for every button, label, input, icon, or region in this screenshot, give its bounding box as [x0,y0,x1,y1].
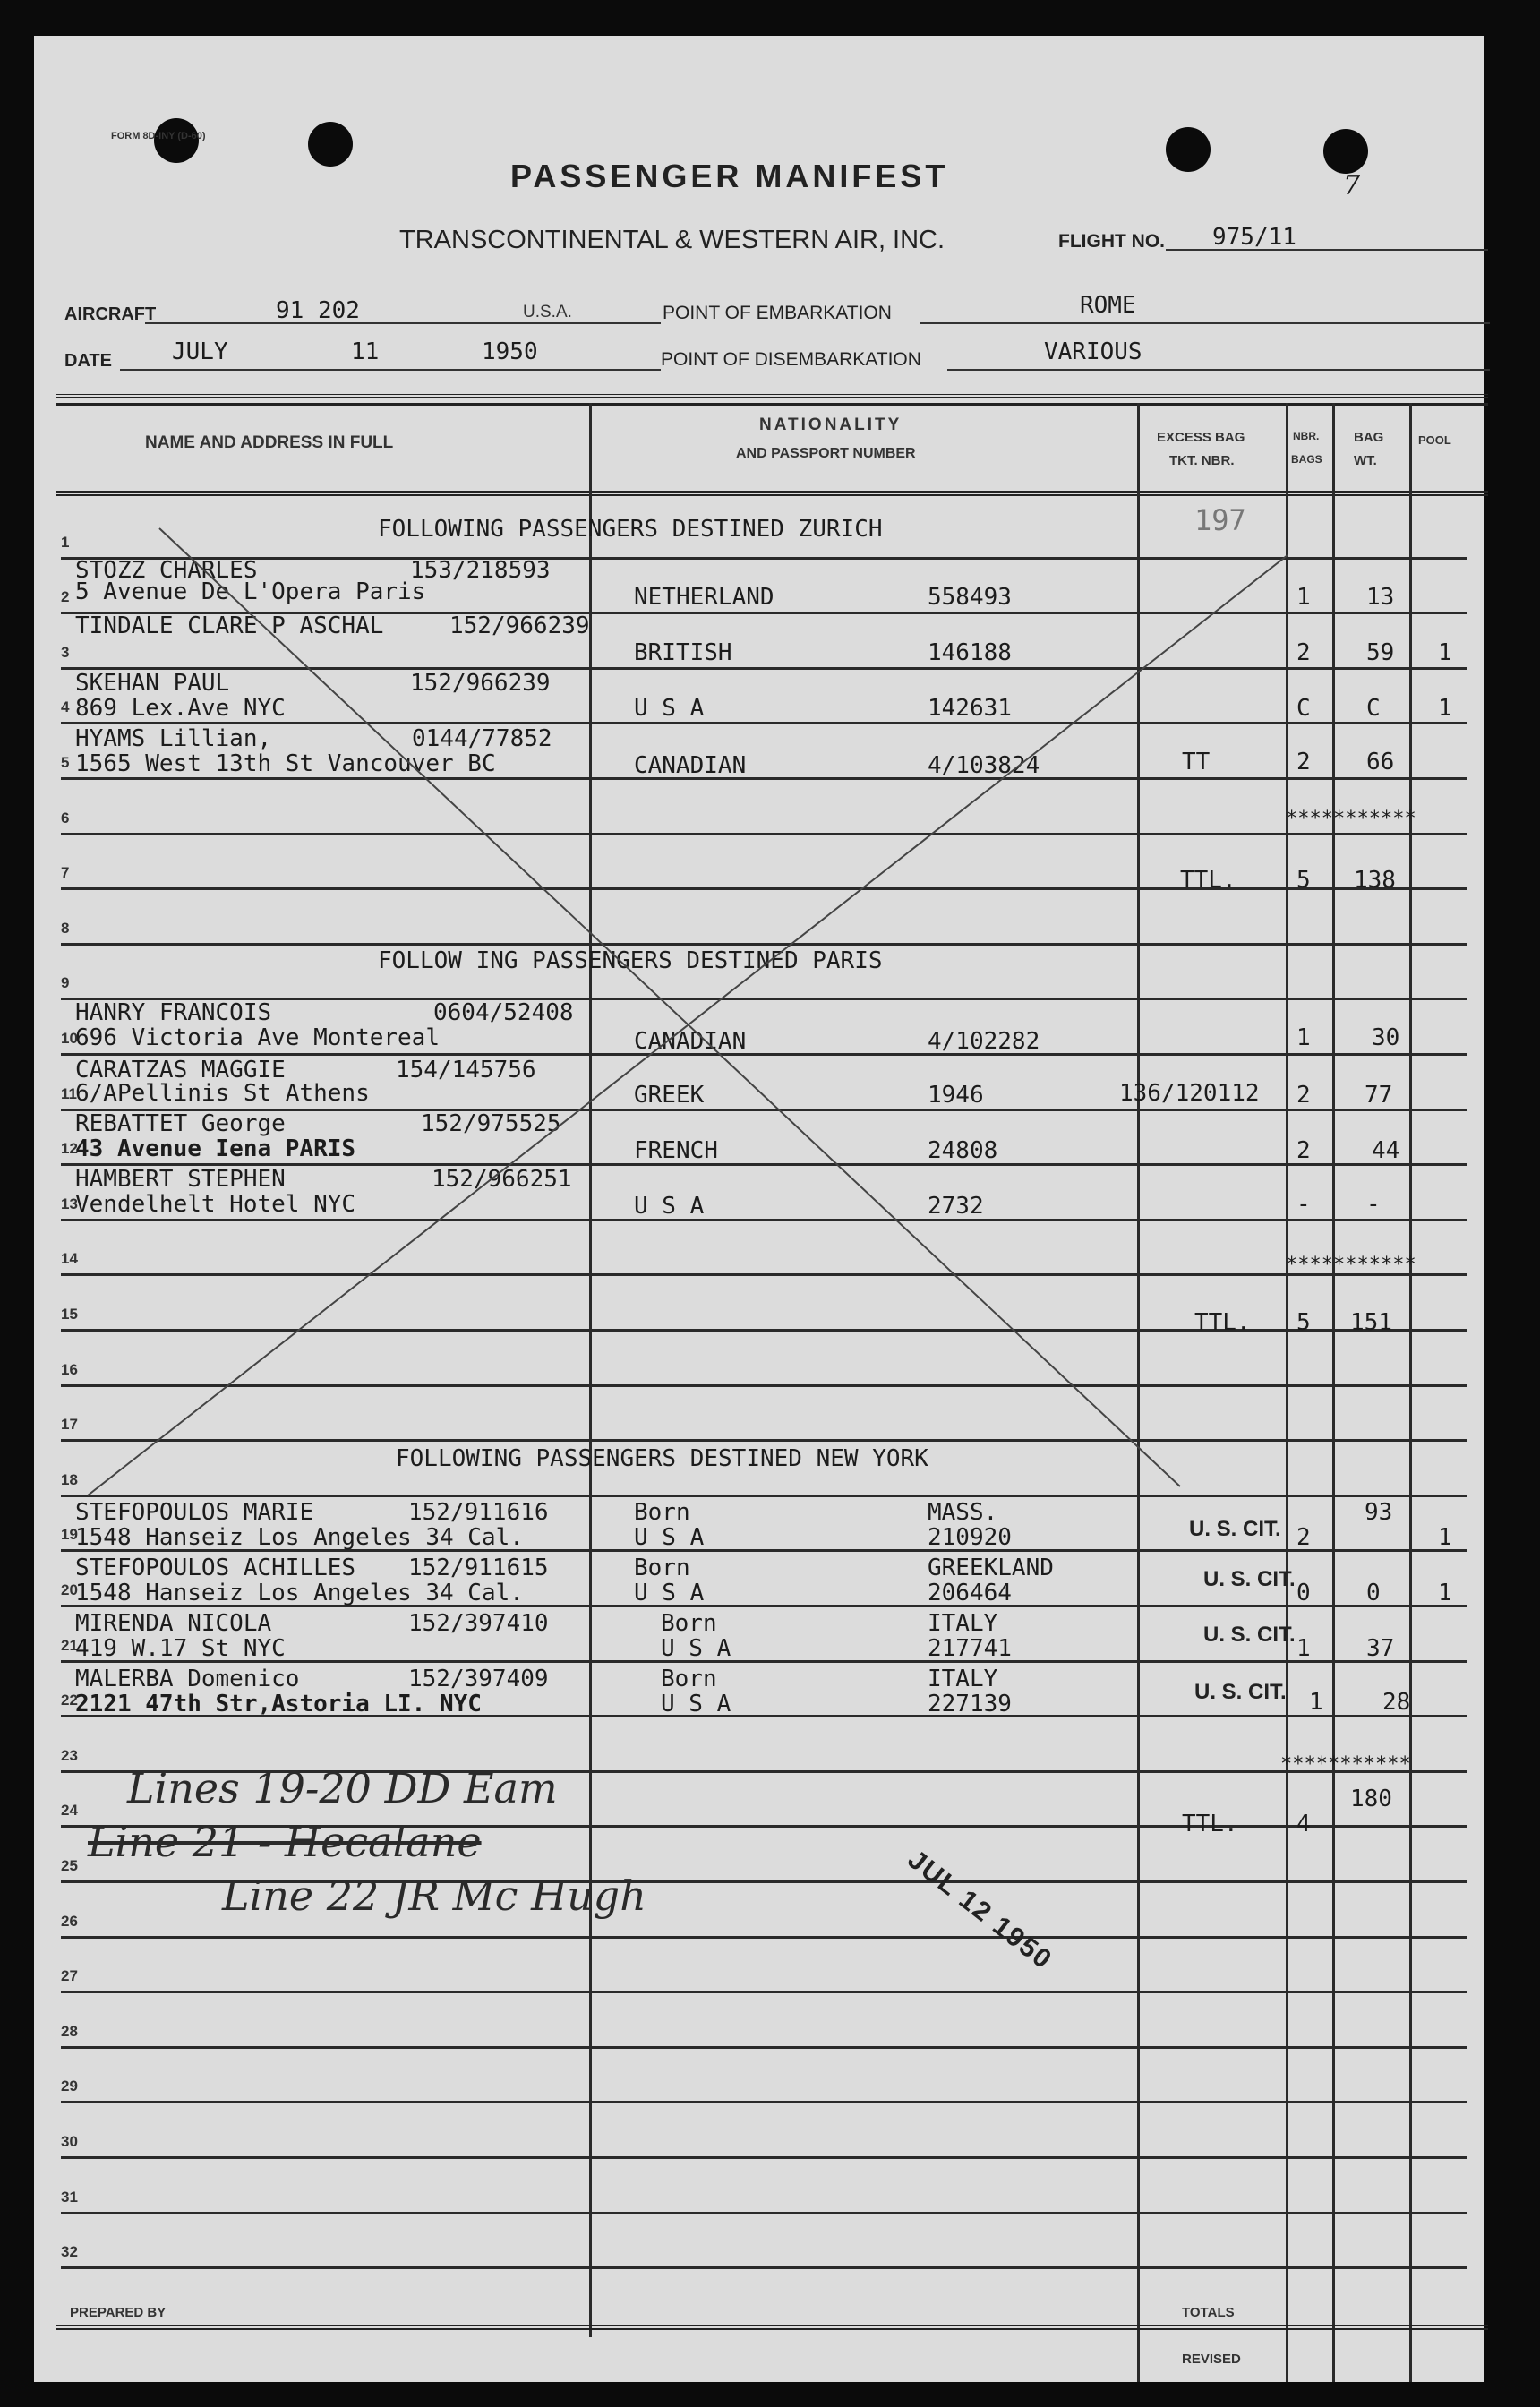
passport-number: 146188 [928,639,1012,666]
line-number: 32 [61,2243,78,2260]
passenger-name: REBATTET George [75,1110,286,1137]
passenger-address: 5 Avenue De L'Opera Paris [75,578,426,605]
nationality: BRITISH [634,639,732,666]
citizenship: U. S. CIT. [1194,1680,1287,1704]
ticket-number: 152/975525 [421,1110,561,1137]
total-weight: 138 [1354,867,1396,894]
line-number: 2 [61,588,70,605]
section-header-paris: FOLLOW ING PASSENGERS DESTINED PARIS [378,947,883,974]
passenger-name: HYAMS Lillian, [75,725,272,752]
aircraft-label: AIRCRAFT [64,304,157,324]
total-bags: 5 [1296,1309,1311,1336]
line-number: 8 [61,920,70,937]
passport-number: 2732 [928,1193,984,1220]
column-header-passport: AND PASSPORT NUMBER [736,446,916,461]
passenger-address: 2121 47th Str,Astoria LI. NYC [75,1691,482,1717]
passport-number: 558493 [928,584,1012,611]
line-number: 4 [61,698,70,715]
passenger-name: STEFOPOULOS ACHILLES [75,1555,356,1581]
pool-count: 1 [1438,1524,1452,1551]
embarkation-point: ROME [1080,292,1136,319]
bag-count: 1 [1296,1635,1311,1662]
birth-label: Born [661,1666,717,1692]
nationality: GREEK [634,1082,705,1109]
passenger-address: 1565 West 13th St Vancouver BC [75,750,496,777]
pool-count: 1 [1438,695,1452,722]
passenger-name: CARATZAS MAGGIE [75,1057,286,1084]
birthplace: MASS. [928,1499,998,1526]
line-number: 25 [61,1857,78,1874]
form-code: FORM 8D-INY (D-60) [111,131,206,141]
passenger-name: SKEHAN PAUL [75,670,230,697]
passenger-address: 869 Lex.Ave NYC [75,695,286,722]
bag-count: 2 [1296,639,1311,666]
line-number: 9 [61,974,70,991]
total-label: TTL. [1194,1309,1251,1336]
bag-weight: 28 [1382,1689,1411,1716]
line-number: 1 [61,534,70,551]
handwritten-note: Lines 19-20 DD Eam [127,1764,558,1812]
line-number: 21 [61,1637,78,1654]
ticket-number: 0144/77852 [412,725,552,752]
date-month: JULY [172,338,228,365]
bag-count: 0 [1296,1580,1311,1606]
line-number: 28 [61,2023,78,2040]
total-weight: 151 [1350,1309,1392,1336]
bag-weight: 59 [1366,639,1395,666]
passenger-name: HANRY FRANCOIS [75,999,272,1026]
citizenship: U. S. CIT. [1203,1623,1296,1647]
ticket-number: 152/911615 [408,1555,549,1581]
nationality: U S A [634,1524,705,1551]
bag-weight: 93 [1365,1499,1393,1526]
line-number: 15 [61,1306,78,1323]
passenger-name: HAMBERT STEPHEN [75,1166,286,1193]
bag-count: 2 [1296,749,1311,775]
bag-weight: C [1366,695,1381,722]
line-number: 24 [61,1802,78,1819]
line-number: 20 [61,1581,78,1598]
nationality: NETHERLAND [634,584,774,611]
bag-weight: 30 [1372,1024,1400,1051]
handwritten-note: Line 21 - Hecalane [88,1818,482,1866]
ticket-number: 152/966251 [432,1166,572,1193]
total-label: TTL. [1182,1811,1238,1837]
bag-count: 1 [1296,1024,1311,1051]
line-number: 23 [61,1747,78,1764]
line-number: 13 [61,1195,78,1212]
company-name: TRANSCONTINENTAL & WESTERN AIR, INC. [399,226,945,254]
total-label: TTL. [1180,867,1236,894]
birthplace: ITALY [928,1610,998,1637]
passenger-name: TINDALE CLARE P ASCHAL [75,612,384,639]
date-year: 1950 [482,338,538,365]
line-number: 6 [61,809,70,827]
line-number: 12 [61,1140,78,1157]
ticket-number: 152/911616 [408,1499,549,1526]
ticket-number: 152/397410 [408,1610,549,1637]
bag-weight: 13 [1366,584,1395,611]
passport-number: 217741 [928,1635,1012,1662]
nationality: CANADIAN [634,1028,747,1055]
embarkation-label: POINT OF EMBARKATION [663,303,892,323]
bag-weight: 0 [1366,1580,1381,1606]
passenger-address: 419 W.17 St NYC [75,1635,286,1662]
passenger-name: STEFOPOULOS MARIE [75,1499,314,1526]
excess-ticket: TT [1182,749,1211,775]
pool-count: 1 [1438,639,1452,666]
aircraft-number: 91 202 [276,297,360,324]
bag-count: 2 [1296,1524,1311,1551]
birth-label: Born [661,1610,717,1637]
line-number: 14 [61,1250,78,1267]
page-number-mark: 7 [1343,170,1361,201]
line-number: 26 [61,1913,78,1930]
passport-number: 1946 [928,1082,984,1109]
passport-number: 210920 [928,1524,1012,1551]
line-number: 11 [61,1085,77,1102]
ticket-number: 152/966239 [449,612,590,639]
birth-label: Born [634,1499,690,1526]
manifest-sheet [34,36,1484,2382]
ticket-number: 152/966239 [410,670,551,697]
prepared-by-label: PREPARED BY [70,2305,167,2320]
ticket-number: 152/397409 [408,1666,549,1692]
line-number: 31 [61,2189,78,2206]
date-stamp: JUL 12 1950 [902,1845,1058,1976]
bag-count: 1 [1296,584,1311,611]
passport-number: 4/102282 [928,1028,1040,1055]
stars-separator: *********** [1280,1753,1411,1776]
citizenship: U. S. CIT. [1203,1567,1296,1591]
ticket-number: 0604/52408 [433,999,574,1026]
passenger-address: 696 Victoria Ave Montereal [75,1024,440,1051]
nationality: U S A [634,1580,705,1606]
revised-label: REVISED [1182,2351,1241,2367]
column-header-bags: BAGS [1291,453,1322,466]
bag-count: 1 [1309,1689,1323,1716]
birth-label: Born [634,1555,690,1581]
line-number: 3 [61,644,70,661]
passenger-address: Vendelhelt Hotel NYC [75,1191,356,1218]
bag-count: 2 [1296,1082,1311,1109]
excess-ticket: 136/120112 [1119,1080,1260,1107]
total-weight: 180 [1350,1786,1392,1812]
cross-out-lines [34,36,1484,2382]
nationality: CANADIAN [634,752,747,779]
passenger-address: 43 Avenue Iena PARIS [75,1135,356,1162]
nationality: U S A [634,1193,705,1220]
line-number: 10 [61,1030,78,1047]
pool-count: 1 [1438,1580,1452,1606]
ticket-number: 154/145756 [396,1057,536,1084]
birthplace: GREEKLAND [928,1555,1054,1581]
column-header-name: NAME AND ADDRESS IN FULL [145,433,394,452]
handwritten-note: Line 22 JR Mc Hugh [222,1872,646,1920]
citizenship: U. S. CIT. [1189,1517,1281,1541]
bag-count: - [1296,1191,1311,1218]
line-number: 29 [61,2077,78,2094]
passenger-name: MIRENDA NICOLA [75,1610,272,1637]
flight-number: 975/11 [1212,224,1296,251]
aircraft-country: U.S.A. [523,303,572,321]
bag-weight: 44 [1372,1137,1400,1164]
line-number: 19 [61,1526,78,1543]
ticket-number: 153/218593 [410,557,551,584]
passport-number: 24808 [928,1137,998,1164]
bag-weight: 77 [1365,1082,1393,1109]
column-header-ticket-number: TKT. NBR. [1169,453,1235,468]
stars-separator: *********** [1286,808,1416,830]
passport-number: 4/103824 [928,752,1040,779]
page-title: PASSENGER MANIFEST [510,158,949,194]
nationality: U S A [661,1691,732,1717]
line-number: 22 [61,1692,78,1709]
total-bags: 5 [1296,867,1311,894]
nationality: U S A [634,695,705,722]
line-number: 18 [61,1471,78,1488]
disembarkation-label: POINT OF DISEMBARKATION [661,349,921,370]
bag-count: 2 [1296,1137,1311,1164]
passenger-name: MALERBA Domenico [75,1666,300,1692]
totals-label: TOTALS [1182,2305,1235,2320]
passenger-address: 1548 Hanseiz Los Angeles 34 Cal. [75,1580,524,1606]
bag-weight: 66 [1366,749,1395,775]
line-number: 7 [61,864,70,881]
line-number: 16 [61,1361,78,1378]
passport-number: 206464 [928,1580,1012,1606]
date-label: DATE [64,351,112,371]
bag-weight: 37 [1366,1635,1395,1662]
passport-number: 227139 [928,1691,1012,1717]
bag-weight: - [1366,1191,1381,1218]
passenger-address: 1548 Hanseiz Los Angeles 34 Cal. [75,1524,524,1551]
line-number: 27 [61,1967,78,1984]
column-header-excess-bag: EXCESS BAG [1157,430,1245,445]
stamp-number: 197 [1194,503,1246,537]
bag-count: C [1296,695,1311,722]
stars-separator: *********** [1286,1254,1416,1276]
passenger-name: STOZZ CHARLES [75,557,258,584]
birthplace: ITALY [928,1666,998,1692]
column-header-bag: BAG [1354,430,1384,445]
section-header-zurich: FOLLOWING PASSENGERS DESTINED ZURICH [378,516,883,543]
total-bags: 4 [1296,1811,1311,1837]
nationality: U S A [661,1635,732,1662]
nationality: FRENCH [634,1137,718,1164]
date-day: 11 [351,338,380,365]
line-number: 17 [61,1416,78,1433]
column-header-weight: WT. [1354,453,1377,468]
column-header-nbr: NBR. [1293,430,1320,442]
section-header-new-york: FOLLOWING PASSENGERS DESTINED NEW YORK [396,1445,928,1472]
line-number: 30 [61,2133,78,2150]
flight-label: FLIGHT NO. [1058,231,1165,252]
line-number: 5 [61,754,70,771]
disembarkation-point: VARIOUS [1044,338,1142,365]
column-header-nationality: NATIONALITY [759,415,903,434]
passport-number: 142631 [928,695,1012,722]
column-header-pool: POOL [1418,433,1451,447]
passenger-address: 6/APellinis St Athens [75,1080,370,1107]
